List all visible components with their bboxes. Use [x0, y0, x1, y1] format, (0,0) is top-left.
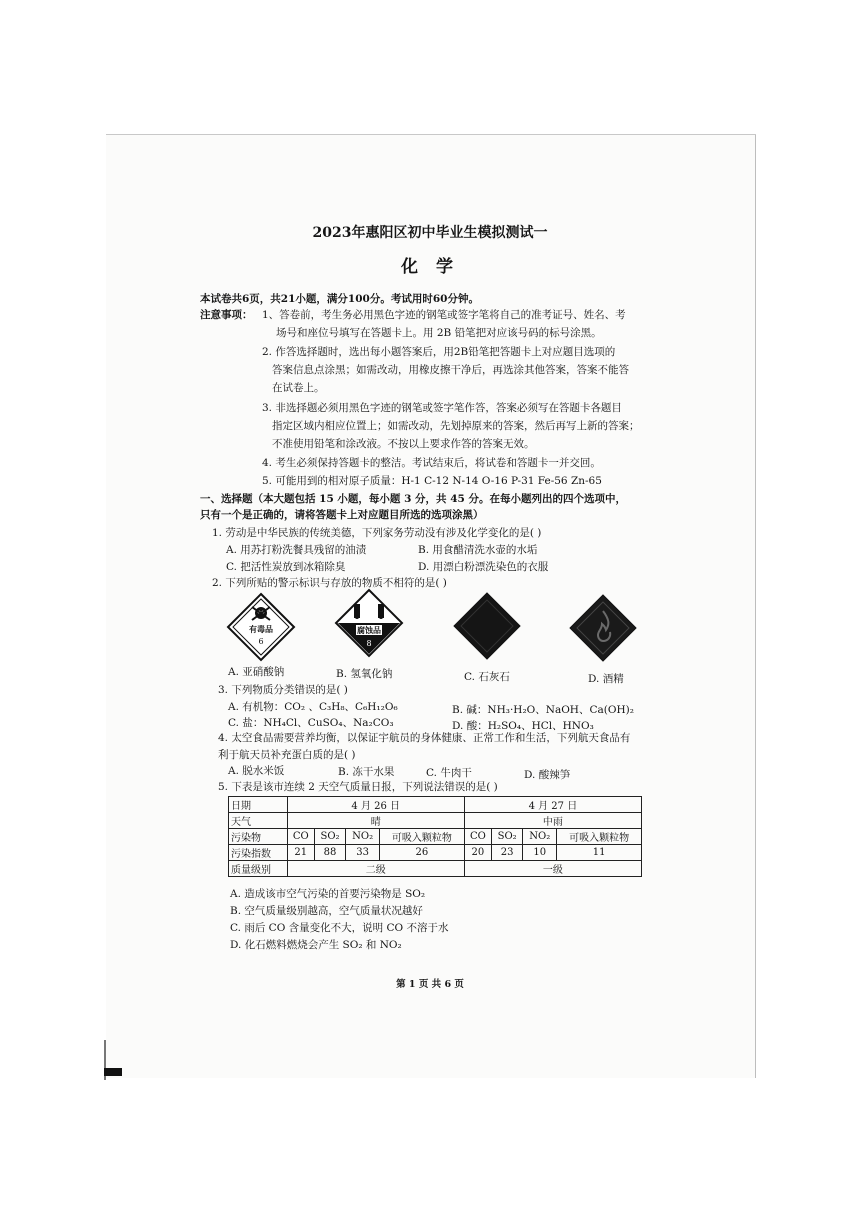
table-cell: NO₂ — [523, 829, 557, 845]
toxic-sign-text: 有毒品 — [249, 624, 273, 634]
table-row — [229, 829, 642, 845]
q4-option-a: A. 脱水米饭 — [228, 765, 285, 777]
table-cell: SO₂ — [314, 829, 345, 845]
table-cell: CO — [287, 829, 314, 845]
note-line: 指定区域内相应位置上；如需改动，先划掉原来的答案，然后再写上新的答案； — [272, 420, 640, 432]
q3-option-d: D. 酸：H₂SO₄、HCl、HNO₃ — [452, 720, 594, 732]
table-cell: 4 月 27 日 — [464, 797, 641, 813]
scan-corner-mark — [104, 1068, 122, 1076]
note-line: 5. 可能用到的相对原子质量：H-1 C-12 N-14 O-16 P-31 Fe-56 Zn-65 — [262, 475, 602, 487]
dark-warning-sign — [452, 591, 522, 661]
table-cell: 33 — [346, 845, 380, 861]
q4-option-d: D. 酸辣笋 — [524, 769, 571, 781]
section-heading: 一、选择题（本大题包括 15 小题，每小题 3 分，共 45 分。在每小题列出的四个选项中， — [200, 493, 626, 505]
flammable-warning-sign — [568, 593, 638, 663]
q1-option-a: A. 用苏打粉洗餐具残留的油渍 — [226, 544, 367, 556]
q3-stem: 3. 下列物质分类错误的是( ) — [218, 684, 348, 696]
q1-option-d: D. 用漂白粉漂洗染色的衣服 — [418, 561, 549, 573]
table-cell: 21 — [287, 845, 314, 861]
corrosive-sign-text: 腐蚀品 — [357, 625, 381, 635]
table-cell: 4 月 26 日 — [287, 797, 464, 813]
page-footer: 第 1 页 共 6 页 — [396, 979, 464, 990]
q4-stem: 4. 太空食品需要营养均衡，以保证宇航员的身体健康、正常工作和生活，下列航天食品有 — [218, 732, 631, 744]
q5-option-d: D. 化石燃料燃烧会产生 SO₂ 和 NO₂ — [230, 939, 402, 951]
q4-option-b: B. 冻干水果 — [338, 766, 395, 778]
table-cell: 二级 — [287, 861, 464, 877]
table-cell: 中雨 — [464, 813, 641, 829]
q1-option-b: B. 用食醋清洗水壶的水垢 — [418, 544, 538, 556]
q3-option-c: C. 盐：NH₄Cl、CuSO₄、Na₂CO₃ — [228, 717, 394, 729]
table-cell: 一级 — [464, 861, 641, 877]
q5-stem: 5. 下表是该市连续 2 天空气质量日报，下列说法错误的是( ) — [218, 781, 498, 793]
exam-title: 2023年惠阳区初中毕业生模拟测试一 — [312, 225, 548, 241]
toxic-warning-sign — [226, 592, 296, 662]
q4-stem-cont: 利于航天员补充蛋白质的是( ) — [218, 749, 356, 761]
table-cell: 20 — [464, 845, 491, 861]
q2-option-c: C. 石灰石 — [464, 671, 510, 683]
corrosive-sign-class: 8 — [366, 639, 372, 648]
note-line: 2. 作答选择题时，选出每小题答案后，用2B铅笔把答题卡上对应题目选项的 — [262, 346, 616, 358]
note-line: 1、答卷前，考生务必用黑色字迹的钢笔或签字笔将自己的准考证号、姓名、考 — [262, 309, 626, 321]
note-line: 答案信息点涂黑；如需改动，用橡皮擦干净后，再选涂其他答案，答案不能答 — [272, 364, 629, 376]
scan-edge-top — [106, 134, 756, 135]
q1-option-c: C. 把活性炭放到冰箱除臭 — [226, 561, 346, 573]
table-cell: SO₂ — [491, 829, 522, 845]
table-header-cell: 污染物 — [229, 829, 288, 845]
table-row — [229, 797, 642, 813]
q4-option-c: C. 牛肉干 — [426, 767, 472, 779]
table-row — [229, 845, 642, 861]
table-header-cell: 质量级别 — [229, 861, 288, 877]
q2-stem: 2. 下列所贴的警示标识与存放的物质不相符的是( ) — [212, 577, 447, 589]
table-row — [229, 813, 642, 829]
table-cell: 10 — [523, 845, 557, 861]
table-row — [229, 861, 642, 877]
notes-label: 注意事项： — [200, 309, 253, 321]
toxic-sign-class: 6 — [258, 637, 264, 646]
table-header-cell: 污染指数 — [229, 845, 288, 861]
table-cell: 可吸入颗粒物 — [557, 829, 642, 845]
corrosive-warning-sign — [334, 588, 404, 658]
table-cell: 26 — [380, 845, 465, 861]
q2-option-a: A. 亚硝酸钠 — [228, 666, 285, 678]
table-cell: 晴 — [287, 813, 464, 829]
air-quality-table — [228, 796, 642, 877]
table-cell: 23 — [491, 845, 522, 861]
table-cell: NO₂ — [346, 829, 380, 845]
section-heading-cont: 只有一个是正确的，请将答题卡上对应题目所选的选项涂黑） — [200, 509, 484, 521]
note-line: 场号和座位号填写在答题卡上。用 2B 铅笔把对应该号码的标号涂黑。 — [276, 327, 602, 339]
note-line: 4. 考生必须保持答题卡的整洁。考试结束后，将试卷和答题卡一并交回。 — [262, 457, 601, 469]
table-header-cell: 日期 — [229, 797, 288, 813]
note-line: 不准使用铅笔和涂改液。不按以上要求作答的答案无效。 — [272, 438, 535, 450]
table-cell: 88 — [314, 845, 345, 861]
q5-option-c: C. 雨后 CO 含量变化不大，说明 CO 不溶于水 — [230, 922, 449, 934]
q5-option-a: A. 造成该市空气污染的首要污染物是 SO₂ — [230, 888, 426, 900]
q2-option-d: D. 酒精 — [588, 673, 624, 685]
note-line: 在试卷上。 — [272, 382, 325, 394]
q2-option-b: B. 氢氧化钠 — [336, 668, 393, 680]
table-cell: 11 — [557, 845, 642, 861]
q5-option-b: B. 空气质量级别越高，空气质量状况越好 — [230, 905, 423, 917]
exam-intro: 本试卷共6页，共21小题，满分100分。考试用时60分钟。 — [200, 293, 479, 305]
subject-title: 化 学 — [401, 257, 459, 277]
q1-stem: 1. 劳动是中华民族的传统美德，下列家务劳动没有涉及化学变化的是( ) — [212, 527, 542, 539]
q3-option-b: B. 碱：NH₃·H₂O、NaOH、Ca(OH)₂ — [452, 704, 634, 716]
note-line: 3. 非选择题必须用黑色字迹的钢笔或签字笔作答，答案必须写在答题卡各题目 — [262, 402, 622, 414]
table-cell: CO — [464, 829, 491, 845]
q3-option-a: A. 有机物：CO₂ 、C₃H₈、C₆H₁₂O₆ — [228, 701, 398, 713]
table-cell: 可吸入颗粒物 — [380, 829, 465, 845]
table-header-cell: 天气 — [229, 813, 288, 829]
